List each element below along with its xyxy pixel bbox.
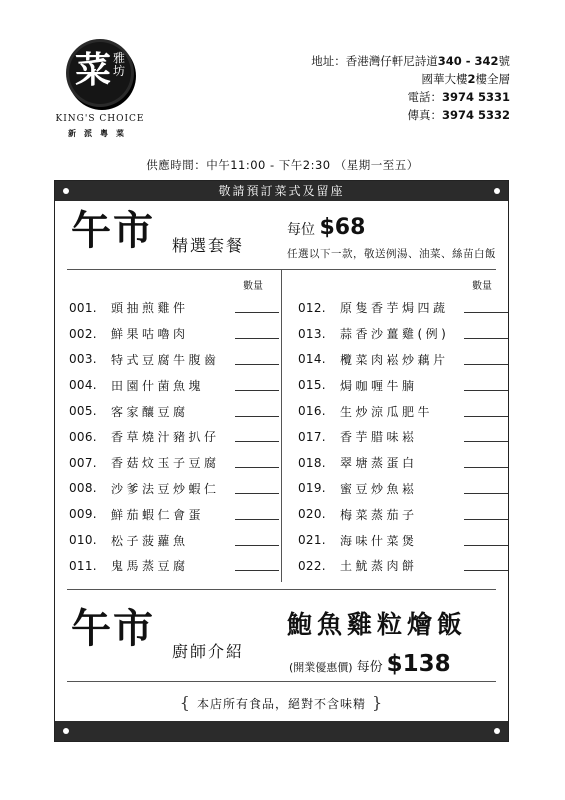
menu-item-name: 土魷蒸肉餅 [340,559,418,574]
logo-emblem [69,42,131,104]
menu-item [69,527,279,553]
restaurant-logo [52,42,148,139]
quantity-header: 數量 [243,281,263,292]
chef-section-subtitle: 廚師介紹 [172,642,245,661]
quantity-field[interactable] [235,570,279,571]
quantity-field[interactable] [464,441,508,442]
menu-item-number: 016. [298,404,326,419]
menu-item [69,295,279,321]
menu-item [69,398,279,424]
quantity-field[interactable] [464,312,508,313]
menu-item [69,450,279,476]
bottom-banner [55,721,508,741]
chef-dish-price: $138 [386,651,451,677]
quantity-field[interactable] [464,416,508,417]
quantity-field[interactable] [235,312,279,313]
menu-item [298,424,508,450]
brace-left: { [179,693,191,712]
menu-item-name: 焗咖喱牛腩 [340,378,418,393]
menu-item-number: 017. [298,429,326,444]
menu-item-number: 012. [298,300,326,315]
divider [67,589,496,590]
contact-info [311,52,510,124]
divider [67,681,496,682]
menu-item [298,398,508,424]
menu-item [69,476,279,502]
menu-item [298,321,508,347]
quantity-field[interactable] [235,390,279,391]
dot-icon [63,188,69,194]
menu-item-number: 018. [298,455,326,470]
quantity-field[interactable] [464,545,508,546]
dot-icon [494,728,500,734]
menu-item-name: 鬼馬蒸豆腐 [111,559,189,574]
menu-item-number: 006. [69,429,97,444]
chef-section-title: 午市 [71,606,155,652]
menu-item-name: 田園什菌魚塊 [111,378,205,393]
menu-item [298,295,508,321]
address-line-1: 地址：香港灣仔軒尼詩道340 - 342號 [311,54,510,68]
menu-column-right [298,277,508,579]
lunch-set-subtitle: 精選套餐 [172,236,245,255]
menu-item-number: 010. [69,533,97,548]
quantity-field[interactable] [464,570,508,571]
menu-item [69,424,279,450]
set-price: 每位 $68 [287,215,366,240]
menu-item [298,527,508,553]
menu-item-number: 009. [69,507,97,522]
menu-item [298,553,508,579]
quantity-field[interactable] [235,467,279,468]
banner-text: 敬請預訂菜式及留座 [218,184,345,198]
service-hours: 供應時間：中午11:00 - 下午2:30 （星期一至五） [146,158,419,172]
menu-item-number: 007. [69,455,97,470]
quantity-field[interactable] [464,338,508,339]
menu-item [69,347,279,373]
menu-item-number: 005. [69,404,97,419]
set-price-amount: $68 [319,215,366,240]
quantity-field[interactable] [235,545,279,546]
quantity-header: 數量 [472,281,492,292]
quantity-field[interactable] [464,390,508,391]
phone-number: 3974 5331 [441,90,510,104]
menu-item [69,321,279,347]
quantity-field[interactable] [464,364,508,365]
menu-item [69,553,279,579]
menu-item-number: 011. [69,558,97,573]
menu-item [298,347,508,373]
menu-item-name: 特式豆腐牛腹齒 [111,352,220,367]
quantity-field[interactable] [235,416,279,417]
logo-character: 菜 [75,49,112,91]
quantity-field[interactable] [235,364,279,365]
logo-tagline: 新派粵菜 [68,129,132,138]
menu-item-name: 沙爹法豆炒蝦仁 [111,481,220,496]
top-banner [55,181,508,201]
menu-item-number: 015. [298,378,326,393]
menu-item-name: 頭抽煎雞件 [111,301,189,316]
menu-frame [54,180,509,742]
quantity-field[interactable] [464,467,508,468]
menu-item-name: 生炒涼瓜肥牛 [340,404,434,419]
menu-item-number: 013. [298,326,326,341]
quantity-field[interactable] [464,519,508,520]
menu-item-number: 004. [69,378,97,393]
quantity-field[interactable] [464,493,508,494]
phone-line: 電話：3974 5331 [407,90,510,104]
quantity-field[interactable] [235,519,279,520]
address-line-2: 國華大樓2樓全層 [421,72,510,86]
menu-item-name: 梅菜蒸茄子 [340,507,418,522]
menu-item-name: 鮮果咕嚕肉 [111,327,189,342]
menu-item-number: 020. [298,507,326,522]
logo-english-name: KING'S CHOICE [55,114,145,124]
no-msg-notice: { 本店所有食品，絕對不含味精 } [179,693,384,712]
quantity-field[interactable] [235,338,279,339]
menu-item-name: 香草燒汁豬扒仔 [111,430,220,445]
menu-item-number: 021. [298,533,326,548]
fax-line: 傳真：3974 5332 [407,108,510,122]
menu-item-name: 翠塘蒸蛋白 [340,456,418,471]
menu-item [69,372,279,398]
menu-item-name: 蜜豆炒魚崧 [340,481,418,496]
menu-item-name: 海味什菜煲 [340,533,418,548]
logo-small-characters: 雅坊 [113,51,126,79]
menu-item [298,501,508,527]
menu-item-number: 001. [69,300,97,315]
brace-right: } [372,693,384,712]
fax-number: 3974 5332 [441,108,510,122]
each-label: 每份 [356,660,383,675]
menu-item-number: 019. [298,481,326,496]
chef-dish-offer [289,651,451,677]
menu-item-number: 002. [69,326,97,341]
menu-item-name: 香菇炆玉子豆腐 [111,456,220,471]
lunch-set-title: 午市 [71,208,155,254]
menu-column-left [69,277,279,579]
quantity-field[interactable] [235,441,279,442]
menu-item [298,450,508,476]
menu-item [69,501,279,527]
menu-item-number: 008. [69,481,97,496]
chef-dish-name: 鮑魚雞粒燴飯 [287,610,468,639]
offer-note: (開業優惠價) [289,661,353,674]
menu-item-number: 003. [69,352,97,367]
menu-item-name: 松子菠蘿魚 [111,533,189,548]
menu-item-name: 欖菜肉崧炒藕片 [340,352,449,367]
menu-item-name: 鮮茄蝦仁會蛋 [111,507,205,522]
menu-item-name: 原隻香芋焗四蔬 [340,301,449,316]
menu-item-name: 客家釀豆腐 [111,404,189,419]
menu-item-name: 香芋腊味崧 [340,430,418,445]
column-divider [281,269,282,582]
menu-item-number: 014. [298,352,326,367]
menu-item-name: 蒜香沙薑雞(例) [340,327,450,342]
menu-item-number: 022. [298,558,326,573]
dot-icon [494,188,500,194]
menu-item [298,476,508,502]
dot-icon [63,728,69,734]
quantity-field[interactable] [235,493,279,494]
menu-item [298,372,508,398]
set-price-note: 任選以下一款，敬送例湯、油菜、絲苗白飯 [287,248,496,260]
